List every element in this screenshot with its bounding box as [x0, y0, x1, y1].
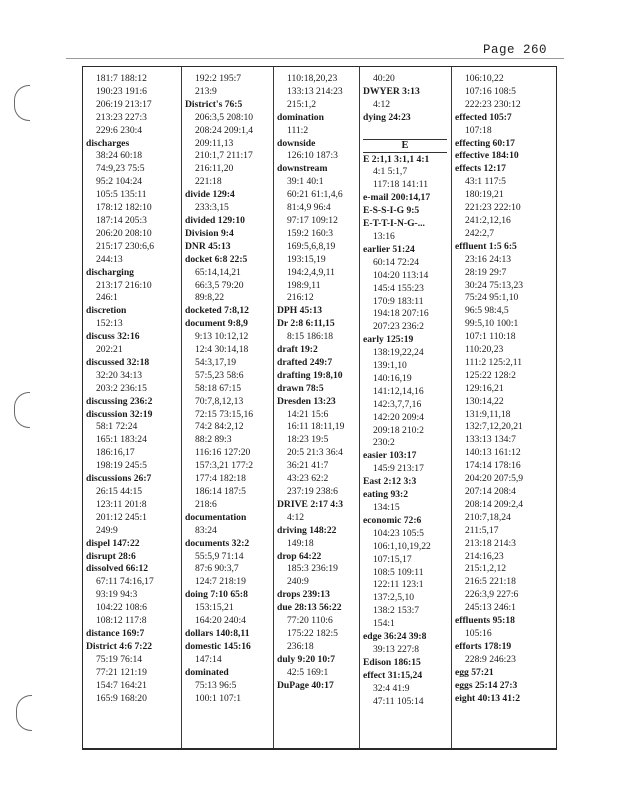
index-term: District's 76:5 [185, 98, 243, 110]
index-reference: 209:11,13 [195, 137, 234, 149]
index-reference: 110:20,23 [465, 344, 504, 356]
index-reference: 87:6 90:3,7 [195, 563, 239, 575]
index-reference: 77:20 110:6 [287, 615, 333, 627]
index-term: Dresden 13:23 [277, 395, 336, 407]
index-term: E 2:1,1 3:1,1 4:1 [363, 153, 430, 165]
index-column-5 [452, 67, 555, 748]
index-reference: 244:13 [96, 253, 123, 265]
index-reference: 58:1 72:24 [96, 421, 138, 433]
index-reference: 141:12,14,16 [373, 385, 424, 397]
index-term: drop 64:22 [277, 550, 322, 562]
index-term: early 125:19 [363, 334, 414, 346]
index-reference: 99:5,10 100:1 [465, 318, 519, 330]
index-term: distance 169:7 [86, 627, 145, 639]
index-reference: 42:5 169:1 [287, 666, 329, 678]
index-term: effluents 95:18 [455, 615, 515, 627]
index-reference: 88:2 89:3 [195, 434, 232, 446]
index-reference: 105:16 [465, 627, 492, 639]
index-reference: 12:4 30:14,18 [195, 344, 249, 356]
index-term: due 28:13 56:22 [277, 602, 342, 614]
index-reference: 139:1,10 [373, 360, 407, 372]
index-term: dispel 147:22 [86, 537, 140, 549]
index-reference: 117:18 141:11 [373, 179, 428, 191]
index-term: docket 6:8 22:5 [185, 253, 248, 265]
index-reference: 105:5 135:11 [96, 189, 147, 201]
index-reference: 175:22 182:5 [287, 627, 338, 639]
index-reference: 186:14 187:5 [195, 486, 246, 497]
index-term: discharging [86, 266, 134, 278]
index-reference: 242:2,7 [465, 227, 495, 239]
index-reference: 70:7,8,12,13 [195, 395, 244, 407]
index-reference: 30:24 75:13,23 [465, 279, 524, 291]
index-reference: 106:1,10,19,22 [373, 540, 431, 552]
index-reference: 194:2,4,9,11 [287, 266, 335, 278]
index-term: discharges [86, 137, 130, 149]
index-reference: 165:1 183:24 [96, 434, 147, 446]
index-reference: 215:17 230:6,6 [96, 240, 155, 252]
index-reference: 152:13 [96, 318, 123, 330]
index-reference: 157:3,21 177:2 [195, 460, 254, 472]
index-reference: 28:19 29:7 [465, 266, 507, 278]
index-term: drafted 249:7 [277, 356, 333, 368]
index-reference: 32:20 34:13 [96, 369, 143, 381]
index-term: duly 9:20 10:7 [277, 653, 336, 665]
index-reference: 181:7 188:12 [96, 73, 147, 84]
index-reference: 180:19,21 [465, 189, 504, 201]
index-term: District 4:6 7:22 [86, 640, 153, 652]
index-reference: 23:16 24:13 [465, 253, 512, 265]
index-term: egg 57:21 [455, 666, 494, 678]
index-reference: 96:5 98:4,5 [465, 305, 509, 317]
word-index-table [82, 66, 557, 750]
index-column-4 [360, 67, 452, 748]
index-reference: 129:16,21 [465, 382, 504, 394]
index-reference: 216:12 [287, 292, 314, 304]
index-reference: 216:5 221:18 [465, 576, 516, 588]
index-reference: 214:16,23 [465, 550, 504, 562]
index-reference: 203:2 236:15 [96, 382, 147, 394]
index-reference: 20:5 21:3 36:4 [287, 447, 343, 459]
index-term: eight 40:13 41:2 [455, 692, 521, 704]
index-reference: 201:12 245:1 [96, 511, 147, 523]
index-term: eating 93:2 [363, 489, 409, 501]
index-reference: 72:15 73:15,16 [195, 408, 254, 420]
index-reference: 245:13 246:1 [465, 602, 516, 614]
index-reference: 208:24 209:1,4 [195, 124, 254, 136]
index-reference: 107:18 [465, 124, 492, 136]
index-term: documents 32:2 [185, 537, 250, 549]
index-reference: 138:2 153:7 [373, 605, 420, 617]
index-term: DPH 45:13 [277, 305, 323, 317]
index-term: dominated [185, 666, 229, 678]
index-reference: 36:21 41:7 [287, 460, 329, 472]
index-reference: 236:18 [287, 640, 314, 652]
index-reference: 74:2 84:2,12 [195, 421, 244, 433]
index-reference: 100:1 107:1 [195, 692, 242, 704]
index-reference: 159:2 160:3 [287, 227, 334, 239]
index-term: domination [277, 111, 324, 123]
index-reference: 13:16 [373, 230, 395, 242]
index-term: efforts 178:19 [455, 640, 512, 652]
index-reference: 169:5,6,8,19 [287, 240, 336, 252]
index-term: driving 148:22 [277, 524, 337, 536]
index-reference: 213:17 216:10 [96, 279, 152, 291]
index-reference: 124:7 218:19 [195, 576, 246, 588]
binder-hole [16, 695, 32, 731]
index-reference: 97:17 109:12 [287, 214, 338, 226]
index-term: document 9:8,9 [185, 318, 248, 330]
index-reference: 140:16,19 [373, 372, 412, 384]
index-term: E-S-S-I-G 9:5 [363, 205, 420, 217]
index-reference: 215:1,2,12 [465, 563, 507, 575]
index-term: divide 129:4 [185, 189, 235, 201]
index-reference: 131:9,11,18 [465, 408, 511, 420]
binder-hole [14, 85, 30, 121]
index-reference: 16:11 18:11,19 [287, 421, 345, 433]
index-reference: 83:24 [195, 524, 217, 536]
index-term: doing 7:10 65:8 [185, 589, 248, 601]
index-reference: 66:3,5 79:20 [195, 279, 244, 291]
index-reference: 111:2 125:2,11 [465, 356, 523, 368]
index-reference: 222:23 230:12 [465, 98, 521, 110]
index-reference: 237:19 238:6 [287, 486, 338, 497]
index-term: DWYER 3:13 [363, 85, 420, 97]
index-term: effects 12:17 [455, 163, 506, 175]
index-term: economic 72:6 [363, 514, 422, 526]
index-reference: 75:19 76:14 [96, 653, 143, 665]
index-reference: 133:13 134:7 [465, 434, 516, 446]
index-reference: 145:9 213:17 [373, 463, 424, 475]
index-reference: 123:11 201:8 [96, 498, 147, 510]
index-reference: 107:16 108:5 [465, 85, 516, 97]
index-reference: 60:21 61:1,4,6 [287, 189, 343, 201]
index-reference: 75:24 95:1,10 [465, 292, 519, 304]
index-reference: 145:4 155:23 [373, 282, 424, 294]
index-reference: 32:4 41:9 [373, 682, 410, 694]
index-reference: 93:19 94:3 [96, 589, 138, 601]
index-term: East 2:12 3:3 [363, 476, 417, 488]
index-reference: 108:12 117:8 [96, 615, 147, 627]
index-reference: 67:11 74:16,17 [96, 576, 154, 588]
index-reference: 130:14,22 [465, 395, 504, 407]
index-reference: 170:9 183:11 [373, 295, 424, 307]
index-reference: 14:21 15:6 [287, 408, 329, 420]
index-reference: 213:9 [195, 85, 217, 97]
index-reference: 18:23 19:5 [287, 434, 329, 446]
index-reference: 134:15 [373, 502, 400, 513]
index-reference: 204:20 207:5,9 [465, 473, 524, 485]
index-reference: 142:20 209:4 [373, 411, 424, 423]
index-reference: 208:14 209:2,4 [465, 498, 524, 510]
index-term: Division 9:4 [185, 227, 234, 239]
index-term: DuPage 40:17 [277, 679, 334, 691]
index-reference: 178:12 182:10 [96, 202, 152, 214]
index-reference: 26:15 44:15 [96, 486, 143, 497]
index-term: discretion [86, 305, 127, 317]
index-reference: 138:19,22,24 [373, 347, 424, 359]
index-reference: 137:2,5,10 [373, 592, 415, 604]
header-rule [66, 58, 564, 59]
index-term: discuss 32:16 [86, 331, 140, 343]
index-term: discussing 236:2 [86, 395, 153, 407]
index-reference: 43:23 62:2 [287, 473, 329, 485]
index-reference: 202:21 [96, 344, 123, 356]
index-term: drafting 19:8,10 [277, 369, 343, 381]
index-reference: 206:20 208:10 [96, 227, 152, 239]
index-reference: 164:20 240:4 [195, 615, 246, 627]
index-term: eggs 25:14 27:3 [455, 679, 518, 691]
index-reference: 57:5,23 58:6 [195, 369, 244, 381]
index-reference: 207:23 236:2 [373, 321, 424, 333]
index-reference: 4:12 [373, 98, 391, 110]
letter-heading: E [363, 139, 447, 153]
index-reference: 154:7 164:21 [96, 679, 147, 691]
index-reference: 9:13 10:12,12 [195, 331, 249, 343]
index-reference: 126:10 187:3 [287, 150, 338, 162]
index-reference: 230:2 [373, 437, 395, 449]
index-reference: 107:1 110:18 [465, 331, 516, 343]
index-reference: 107:15,17 [373, 553, 412, 565]
index-term: edge 36:24 39:8 [363, 631, 427, 643]
index-term: E-T-T-I-N-G-... [363, 218, 425, 230]
index-reference: 4:12 [287, 511, 305, 523]
index-term: downside [277, 137, 316, 149]
index-reference: 207:14 208:4 [465, 486, 516, 497]
index-reference: 74:9,23 75:5 [96, 163, 145, 175]
index-reference: 116:16 127:20 [195, 447, 251, 459]
index-term: divided 129:10 [185, 214, 245, 226]
index-reference: 177:4 182:18 [195, 473, 246, 485]
index-term: discussed 32:18 [86, 356, 150, 368]
index-reference: 95:2 104:24 [96, 176, 143, 188]
index-reference: 194:18 207:16 [373, 308, 429, 320]
index-reference: 190:23 191:6 [96, 85, 147, 97]
index-reference: 40:20 [373, 73, 395, 84]
index-reference: 210:7,18,24 [465, 511, 511, 523]
index-reference: 54:3,17,19 [195, 356, 237, 368]
index-reference: 209:18 210:2 [373, 424, 424, 436]
index-reference: 192:2 195:7 [195, 73, 242, 84]
index-reference: 154:1 [373, 618, 395, 630]
index-reference: 186:16,17 [96, 447, 135, 459]
index-reference: 133:13 214:23 [287, 85, 343, 97]
index-reference: 218:6 [195, 498, 217, 510]
index-reference: 165:9 168:20 [96, 692, 147, 704]
index-term: dollars 140:8,11 [185, 627, 250, 639]
index-reference: 210:1,7 211:17 [195, 150, 253, 162]
index-reference: 75:13 96:5 [195, 679, 237, 691]
index-reference: 246:1 [96, 292, 118, 304]
index-reference: 206:19 213:17 [96, 98, 152, 110]
index-reference: 226:3,9 227:6 [465, 589, 519, 601]
index-term: drops 239:13 [277, 589, 330, 601]
index-term: effective 184:10 [455, 150, 519, 162]
index-reference: 58:18 67:15 [195, 382, 242, 394]
index-term: Edison 186:15 [363, 656, 421, 668]
index-term: effecting 60:17 [455, 137, 515, 149]
index-reference: 213:23 227:3 [96, 111, 147, 123]
index-term: discussion 32:19 [86, 408, 153, 420]
index-reference: 4:1 5:1,7 [373, 166, 408, 178]
index-term: discussions 26:7 [86, 473, 152, 485]
index-reference: 104:23 105:5 [373, 527, 424, 539]
index-term: e-mail 200:14,17 [363, 192, 431, 204]
index-reference: 38:24 60:18 [96, 150, 143, 162]
index-reference: 43:1 117:5 [465, 176, 506, 188]
index-reference: 229:6 230:4 [96, 124, 143, 136]
index-reference: 104:20 113:14 [373, 269, 429, 281]
index-term: easier 103:17 [363, 450, 417, 462]
index-column-1 [83, 67, 182, 748]
index-reference: 142:3,7,7,16 [373, 398, 422, 410]
index-term: dissolved 66:12 [86, 563, 149, 575]
index-term: dying 24:23 [363, 111, 411, 123]
index-reference: 149:18 [287, 537, 314, 549]
index-reference: 249:9 [96, 524, 118, 536]
index-reference: 221:23 222:10 [465, 202, 521, 214]
page-number: Page 260 [483, 43, 548, 57]
index-reference: 106:10,22 [465, 73, 504, 84]
index-term: earlier 51:24 [363, 243, 415, 255]
index-reference: 216:11,20 [195, 163, 234, 175]
blank-line [363, 125, 451, 138]
index-reference: 233:3,15 [195, 202, 229, 214]
index-reference: 132:7,12,20,21 [465, 421, 523, 433]
index-reference: 221:18 [195, 176, 222, 188]
index-reference: 111:2 [287, 124, 309, 136]
index-term: draft 19:2 [277, 344, 318, 356]
index-reference: 81:4,9 96:4 [287, 202, 331, 214]
index-reference: 215:1,2 [287, 98, 317, 110]
index-term: effluent 1:5 6:5 [455, 240, 517, 252]
index-reference: 104:22 108:6 [96, 602, 147, 614]
index-reference: 211:5,17 [465, 524, 499, 536]
index-reference: 174:14 178:16 [465, 460, 521, 472]
index-reference: 125:22 128:2 [465, 369, 516, 381]
index-reference: 122:11 123:1 [373, 579, 424, 591]
index-reference: 228:9 246:23 [465, 653, 516, 665]
index-reference: 39:13 227:8 [373, 643, 420, 655]
index-term: DRIVE 2:17 4:3 [277, 498, 344, 510]
index-reference: 60:14 72:24 [373, 256, 420, 268]
index-reference: 241:2,12,16 [465, 214, 511, 226]
index-term: DNR 45:13 [185, 240, 231, 252]
index-reference: 187:14 205:3 [96, 214, 147, 226]
index-reference: 47:11 105:14 [373, 695, 424, 707]
index-term: downstream [277, 163, 328, 175]
index-reference: 8:15 186:18 [287, 331, 334, 343]
index-reference: 193:15,19 [287, 253, 326, 265]
index-reference: 213:18 214:3 [465, 537, 516, 549]
index-reference: 147:14 [195, 653, 222, 665]
index-reference: 55:5,9 71:14 [195, 550, 244, 562]
index-term: docketed 7:8,12 [185, 305, 249, 317]
index-reference: 240:9 [287, 576, 309, 588]
binder-hole [14, 392, 30, 428]
index-term: disrupt 28:6 [86, 550, 136, 562]
index-reference: 206:3,5 208:10 [195, 111, 254, 123]
index-term: domestic 145:16 [185, 640, 251, 652]
index-reference: 198:9,11 [287, 279, 321, 291]
index-reference: 153:15,21 [195, 602, 234, 614]
index-term: Dr 2:8 6:11,15 [277, 318, 335, 330]
index-reference: 77:21 121:19 [96, 666, 147, 678]
index-column-3 [274, 67, 360, 748]
index-column-2 [182, 67, 274, 748]
index-reference: 89:8,22 [195, 292, 225, 304]
index-term: effect 31:15,24 [363, 669, 423, 681]
index-reference: 140:13 161:12 [465, 447, 521, 459]
index-reference: 108:5 109:11 [373, 566, 424, 578]
index-term: effected 105:7 [455, 111, 512, 123]
index-reference: 65:14,14,21 [195, 266, 241, 278]
index-reference: 39:1 40:1 [287, 176, 324, 188]
index-reference: 198:19 245:5 [96, 460, 147, 472]
index-term: documentation [185, 511, 247, 523]
index-reference: 185:3 236:19 [287, 563, 338, 575]
index-term: drawn 78:5 [277, 382, 324, 394]
index-reference: 110:18,20,23 [287, 73, 338, 84]
